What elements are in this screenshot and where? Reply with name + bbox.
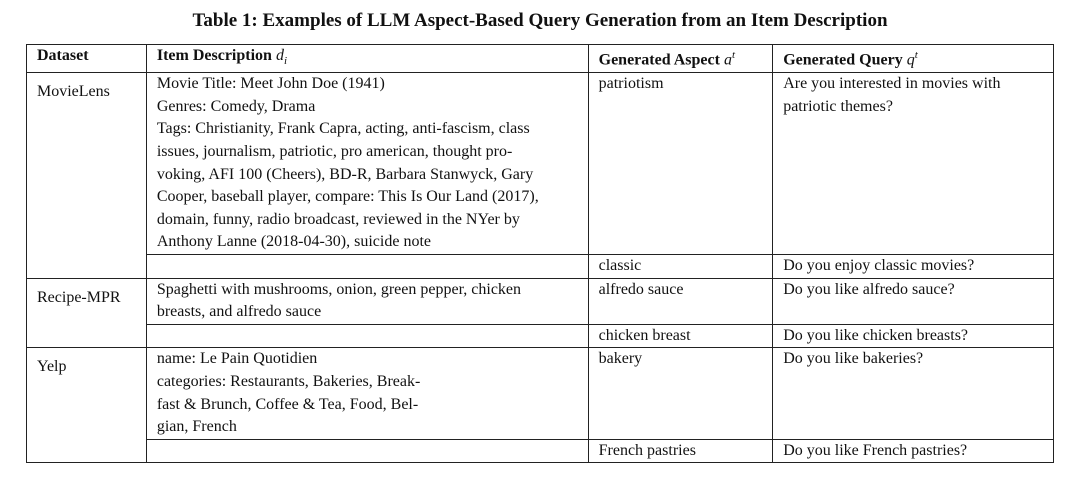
generated-query-cell	[773, 324, 1054, 348]
dataset-cell: Recipe-MPR	[27, 278, 147, 348]
dataset-cell: MovieLens	[27, 73, 147, 278]
dataset-cell: Yelp	[27, 348, 147, 463]
description-line: voking, AFI 100 (Cheers), BD-R, Barbara Stanwyck, Gary	[156, 165, 534, 183]
table-row	[27, 73, 1054, 255]
item-description-cell	[146, 254, 588, 278]
description-line: issues, journalism, patriotic, pro american, thought pro-	[156, 142, 513, 160]
query-line: Do you like chicken breasts?	[783, 326, 969, 344]
generated-query-cell	[773, 73, 1054, 255]
table-row	[27, 348, 1054, 439]
header-generated-query: Generated Query $q^t$	[773, 45, 1054, 73]
query-line: patriotic themes?	[783, 97, 893, 115]
generated-aspect-cell: classic	[588, 254, 773, 278]
description-line: gian, French	[156, 418, 237, 436]
generated-query-cell	[773, 254, 1054, 278]
table-row	[27, 254, 1054, 278]
generated-aspect-cell: bakery	[588, 348, 773, 439]
query-line: Do you enjoy classic movies?	[783, 256, 975, 274]
description-line: fast & Brunch, Coffee & Tea, Food, Bel-	[156, 395, 419, 413]
description-line: Genres: Comedy, Drama	[156, 97, 316, 115]
examples-table	[26, 44, 1054, 463]
table-row	[27, 439, 1054, 463]
description-line: name: Le Pain Quotidien	[156, 350, 318, 368]
item-description-cell	[146, 73, 588, 255]
description-line: breasts, and alfredo sauce	[156, 303, 322, 321]
table-header-row	[27, 45, 1054, 73]
query-line: Do you like bakeries?	[783, 350, 924, 368]
generated-query-cell	[773, 348, 1054, 439]
table-caption: Table 1: Examples of LLM Aspect-Based Query Generation from an Item Description	[192, 10, 888, 31]
query-line: Are you interested in movies with	[783, 75, 1001, 93]
item-description-cell	[146, 439, 588, 463]
description-line: Cooper, baseball player, compare: This Is Our Land (2017),	[156, 188, 539, 206]
generated-aspect-cell: alfredo sauce	[588, 278, 773, 324]
table-row	[27, 324, 1054, 348]
item-description-cell	[146, 324, 588, 348]
item-description-cell	[146, 348, 588, 439]
generated-aspect-cell: French pastries	[588, 439, 773, 463]
description-line: domain, funny, radio broadcast, reviewed in the NYer by	[156, 210, 520, 228]
query-line: Do you like alfredo sauce?	[783, 280, 955, 298]
description-line: Tags: Christianity, Frank Capra, acting, anti-fascism, class	[156, 120, 530, 138]
header-generated-aspect: Generated Aspect $a^t$	[588, 45, 773, 73]
description-line: Spaghetti with mushrooms, onion, green pepper, chicken	[156, 280, 522, 298]
header-item-description: Item Description $d_i$	[146, 45, 588, 73]
generated-aspect-cell: patriotism	[588, 73, 773, 255]
table-row	[27, 278, 1054, 324]
query-line: Do you like French pastries?	[783, 441, 968, 459]
description-line: Anthony Lanne (2018-04-30), suicide note	[156, 233, 431, 251]
item-description-cell	[146, 278, 588, 324]
generated-aspect-cell: chicken breast	[588, 324, 773, 348]
generated-query-cell	[773, 278, 1054, 324]
description-line: Movie Title: Meet John Doe (1941)	[156, 75, 385, 93]
header-dataset: Dataset	[27, 45, 147, 73]
description-line: categories: Restaurants, Bakeries, Break-	[156, 372, 421, 390]
generated-query-cell	[773, 439, 1054, 463]
